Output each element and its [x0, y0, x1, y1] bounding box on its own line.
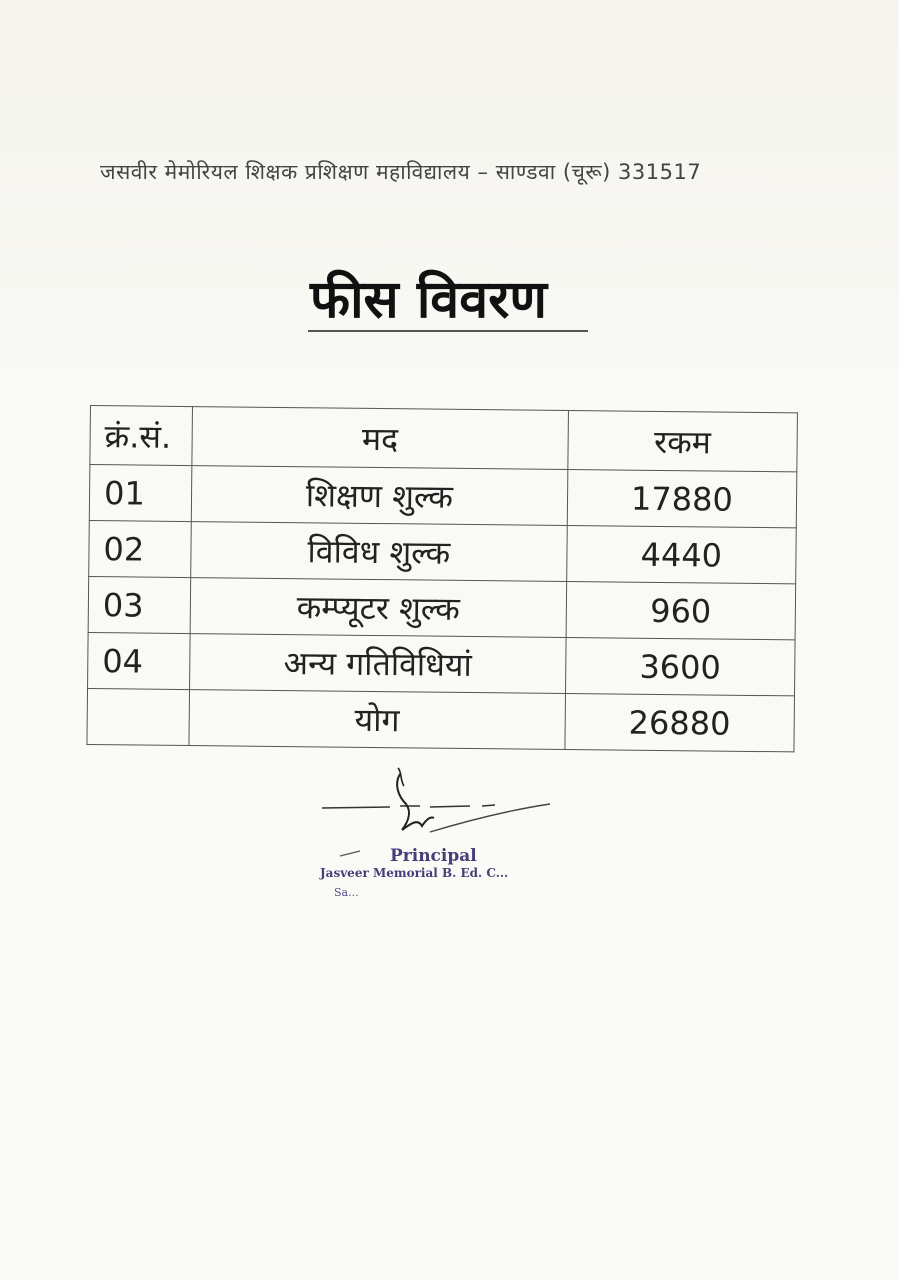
table-row: [89, 520, 797, 583]
column-header-serial: क्रं.सं.: [90, 406, 193, 466]
item-cell: अन्य गतिविधियां: [190, 634, 566, 694]
table-row: [89, 465, 797, 528]
amount-cell: 960: [566, 581, 796, 639]
amount-cell: 4440: [566, 526, 796, 584]
table-row: [88, 576, 796, 639]
item-cell: विविध शुल्क: [191, 522, 567, 582]
column-header-item: मद: [192, 407, 568, 470]
column-header-amount: रकम: [568, 411, 798, 472]
serial-cell: 04: [88, 632, 191, 689]
seal-institution-text: Jasveer Memorial B. Ed. C...: [320, 866, 509, 880]
serial-cell: 03: [88, 576, 191, 633]
item-cell: शिक्षण शुल्क: [191, 466, 567, 526]
total-row: [87, 688, 795, 751]
amount-cell: 17880: [567, 470, 797, 528]
table-header-row: [90, 406, 798, 472]
total-serial-cell: [87, 688, 190, 745]
serial-cell: 01: [89, 465, 192, 522]
table-row: [88, 632, 796, 695]
institution-header: जसवीर मेमोरियल शिक्षक प्रशिक्षण महाविद्यालय – साण्डवा (चूरू) 331517: [100, 160, 702, 184]
seal-location-text: Sa...: [334, 886, 359, 899]
item-cell: कम्प्यूटर शुल्क: [190, 578, 566, 638]
amount-cell: 3600: [565, 637, 795, 695]
total-label-cell: योग: [189, 690, 565, 750]
fee-table: [86, 405, 798, 752]
page-title: फीस विवरण: [310, 270, 547, 330]
serial-cell: 02: [89, 520, 192, 577]
title-underline: [308, 330, 588, 332]
principal-seal-title: Principal: [390, 846, 477, 866]
total-amount-cell: 26880: [565, 693, 795, 751]
